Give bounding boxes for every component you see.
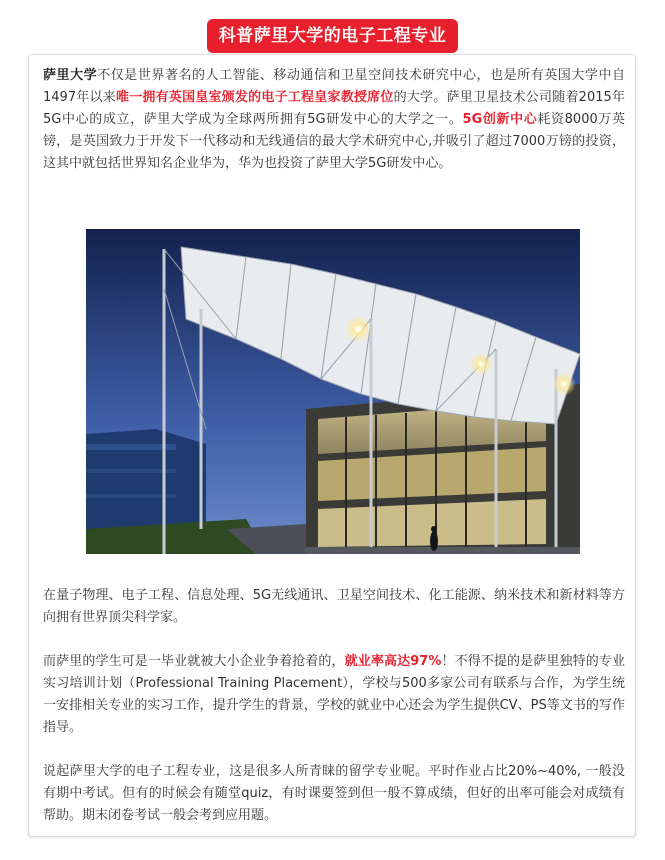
highlight-employment-rate: 就业率高达97%	[344, 654, 442, 669]
page-title: 科普萨里大学的电子工程专业	[207, 19, 459, 53]
article-card	[28, 54, 636, 837]
lead-bold-text: 萨里大学	[43, 68, 98, 83]
intro-text-c: 耗资8000万英镑，是英国致力于开发下一代移动和无线通信的最大学术研究中心,并吸引了超过7000万镑的投资，这其中就包括世界知名企业华为，华为也投资了萨里大学5G研发中心。	[43, 112, 625, 171]
intro-text-a: 不仅是世界著名的人工智能、移动通信和卫星空间技术研究中心，也是所有英国大学中自1497年以来	[43, 68, 625, 105]
paragraph-research: 在量子物理、电子工程、信息处理、5G无线通讯、卫星空间技术、化工能源、纳米技术和新材料等方向拥有世界顶尖科学家。	[43, 588, 625, 625]
person-silhouette	[430, 531, 438, 551]
building-photo	[86, 229, 580, 554]
intro-text-b: 的大学。萨里卫星技术公司随着2015年5G中心的成立，萨里大学成为全球两所拥有5G研发中心的大学之一。	[43, 90, 625, 127]
paragraph-intro	[43, 65, 625, 175]
paragraph-coursework: 说起萨里大学的电子工程专业，这是很多人所青睐的留学专业呢。平时作业占比20%~40%, 一般没有期中考试。但有的时候会有随堂quiz，有时课要签到但一般不算成绩，但好的出率可能会对成绩有帮助。期末闭卷考试一般会考到应用题。	[43, 764, 625, 823]
employment-text-b: ！不得不提的是萨里独特的专业实习培训计划（Professional Training Placement），学校与500多家公司有联系与合作，为学生统一安排相关专业的实习工作，提升学生的背景，学校的就业中心还会为学生提供CV、PS等文书的写作指导。	[43, 654, 625, 735]
highlight-5g-center: 5G创新中心	[462, 112, 538, 127]
employment-text-a: 而萨里的学生可是一毕业就被大小企业争着抢着的，	[43, 654, 345, 669]
building-illustration	[86, 229, 580, 554]
paragraph-employment	[43, 651, 625, 739]
title-wrap	[0, 19, 665, 53]
highlight-royal-chair: 唯一拥有英国皇室颁发的电子工程皇家教授席位	[115, 90, 394, 105]
